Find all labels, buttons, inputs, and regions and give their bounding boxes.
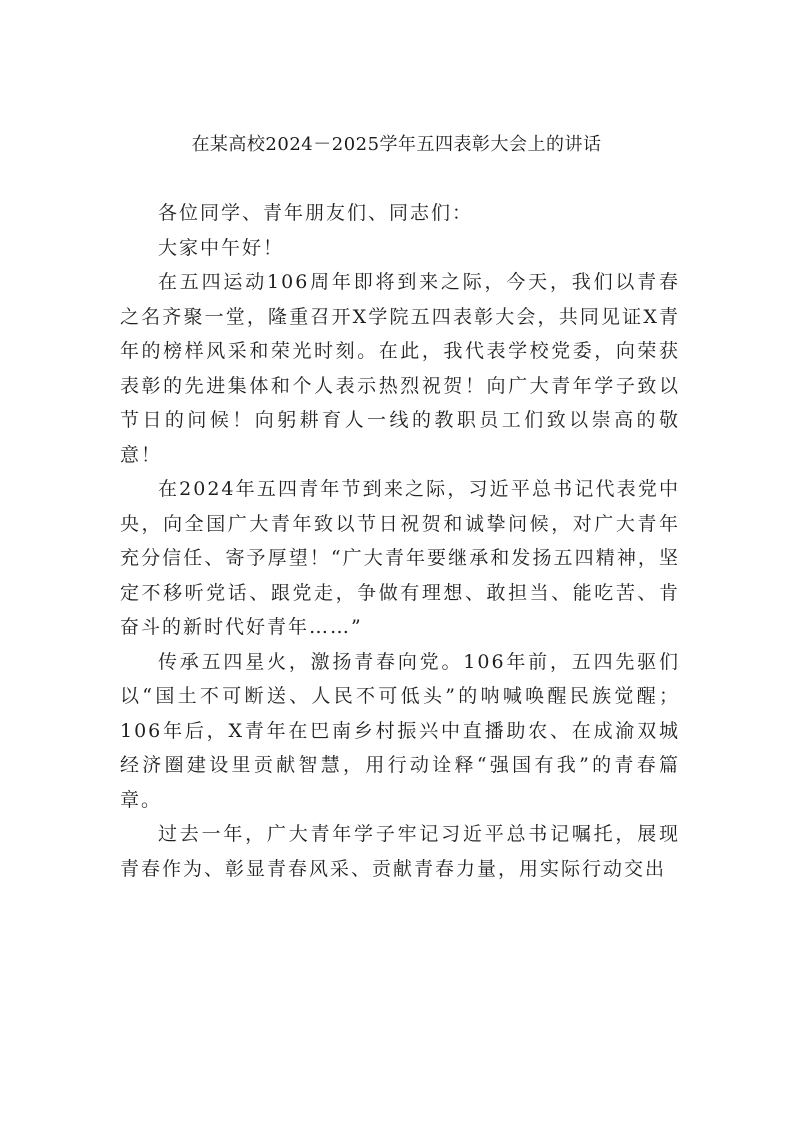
document-title: 在某高校2024－2025学年五四表彰大会上的讲话 xyxy=(191,134,602,155)
paragraph-xi-greeting: 在2024年五四青年节到来之际，习近平总书记代表党中央，向全国广大青年致以节日祝贺和诚挚问候，对广大青年充分信任、寄予厚望！“广大青年要继承和发扬五四精神，坚定不移听党话、跟党走，争做有理想、敢担当、能吃苦、肯奋斗的新时代好青年……” xyxy=(120,478,680,638)
paragraph-heritage: 传承五四星火，激扬青春向党。106年前，五四先驱们以“国土不可断送、人民不可低头”的呐喊唤醒民族觉醒；106年后，X青年在巴南乡村振兴中直播助农、在成渝双城经济圈建设里贡献智慧，用行动诠释“强国有我”的青春篇章。 xyxy=(120,650,680,811)
paragraph-greeting: 大家中午好！ xyxy=(158,236,285,259)
paragraph-past-year: 过去一年，广大青年学子牢记习近平总书记嘱托，展现青春作为、彰显青春风采、贡献青春力量，用实际行动交出 xyxy=(120,823,680,880)
paragraph-salutation: 各位同学、青年朋友们、同志们： xyxy=(158,202,474,224)
document-body xyxy=(120,196,680,886)
paragraph-opening: 在五四运动106周年即将到来之际，今天，我们以青春之名齐聚一堂，隆重召开X学院五四表彰大会，共同见证X青年的榜样风采和荣光时刻。在此，我代表学校党委，向荣获表彰的先进集体和个人表示热烈祝贺！向广大青年学子致以节日的问候！向躬耕育人一线的教职员工们致以崇高的敬意！ xyxy=(120,271,680,466)
